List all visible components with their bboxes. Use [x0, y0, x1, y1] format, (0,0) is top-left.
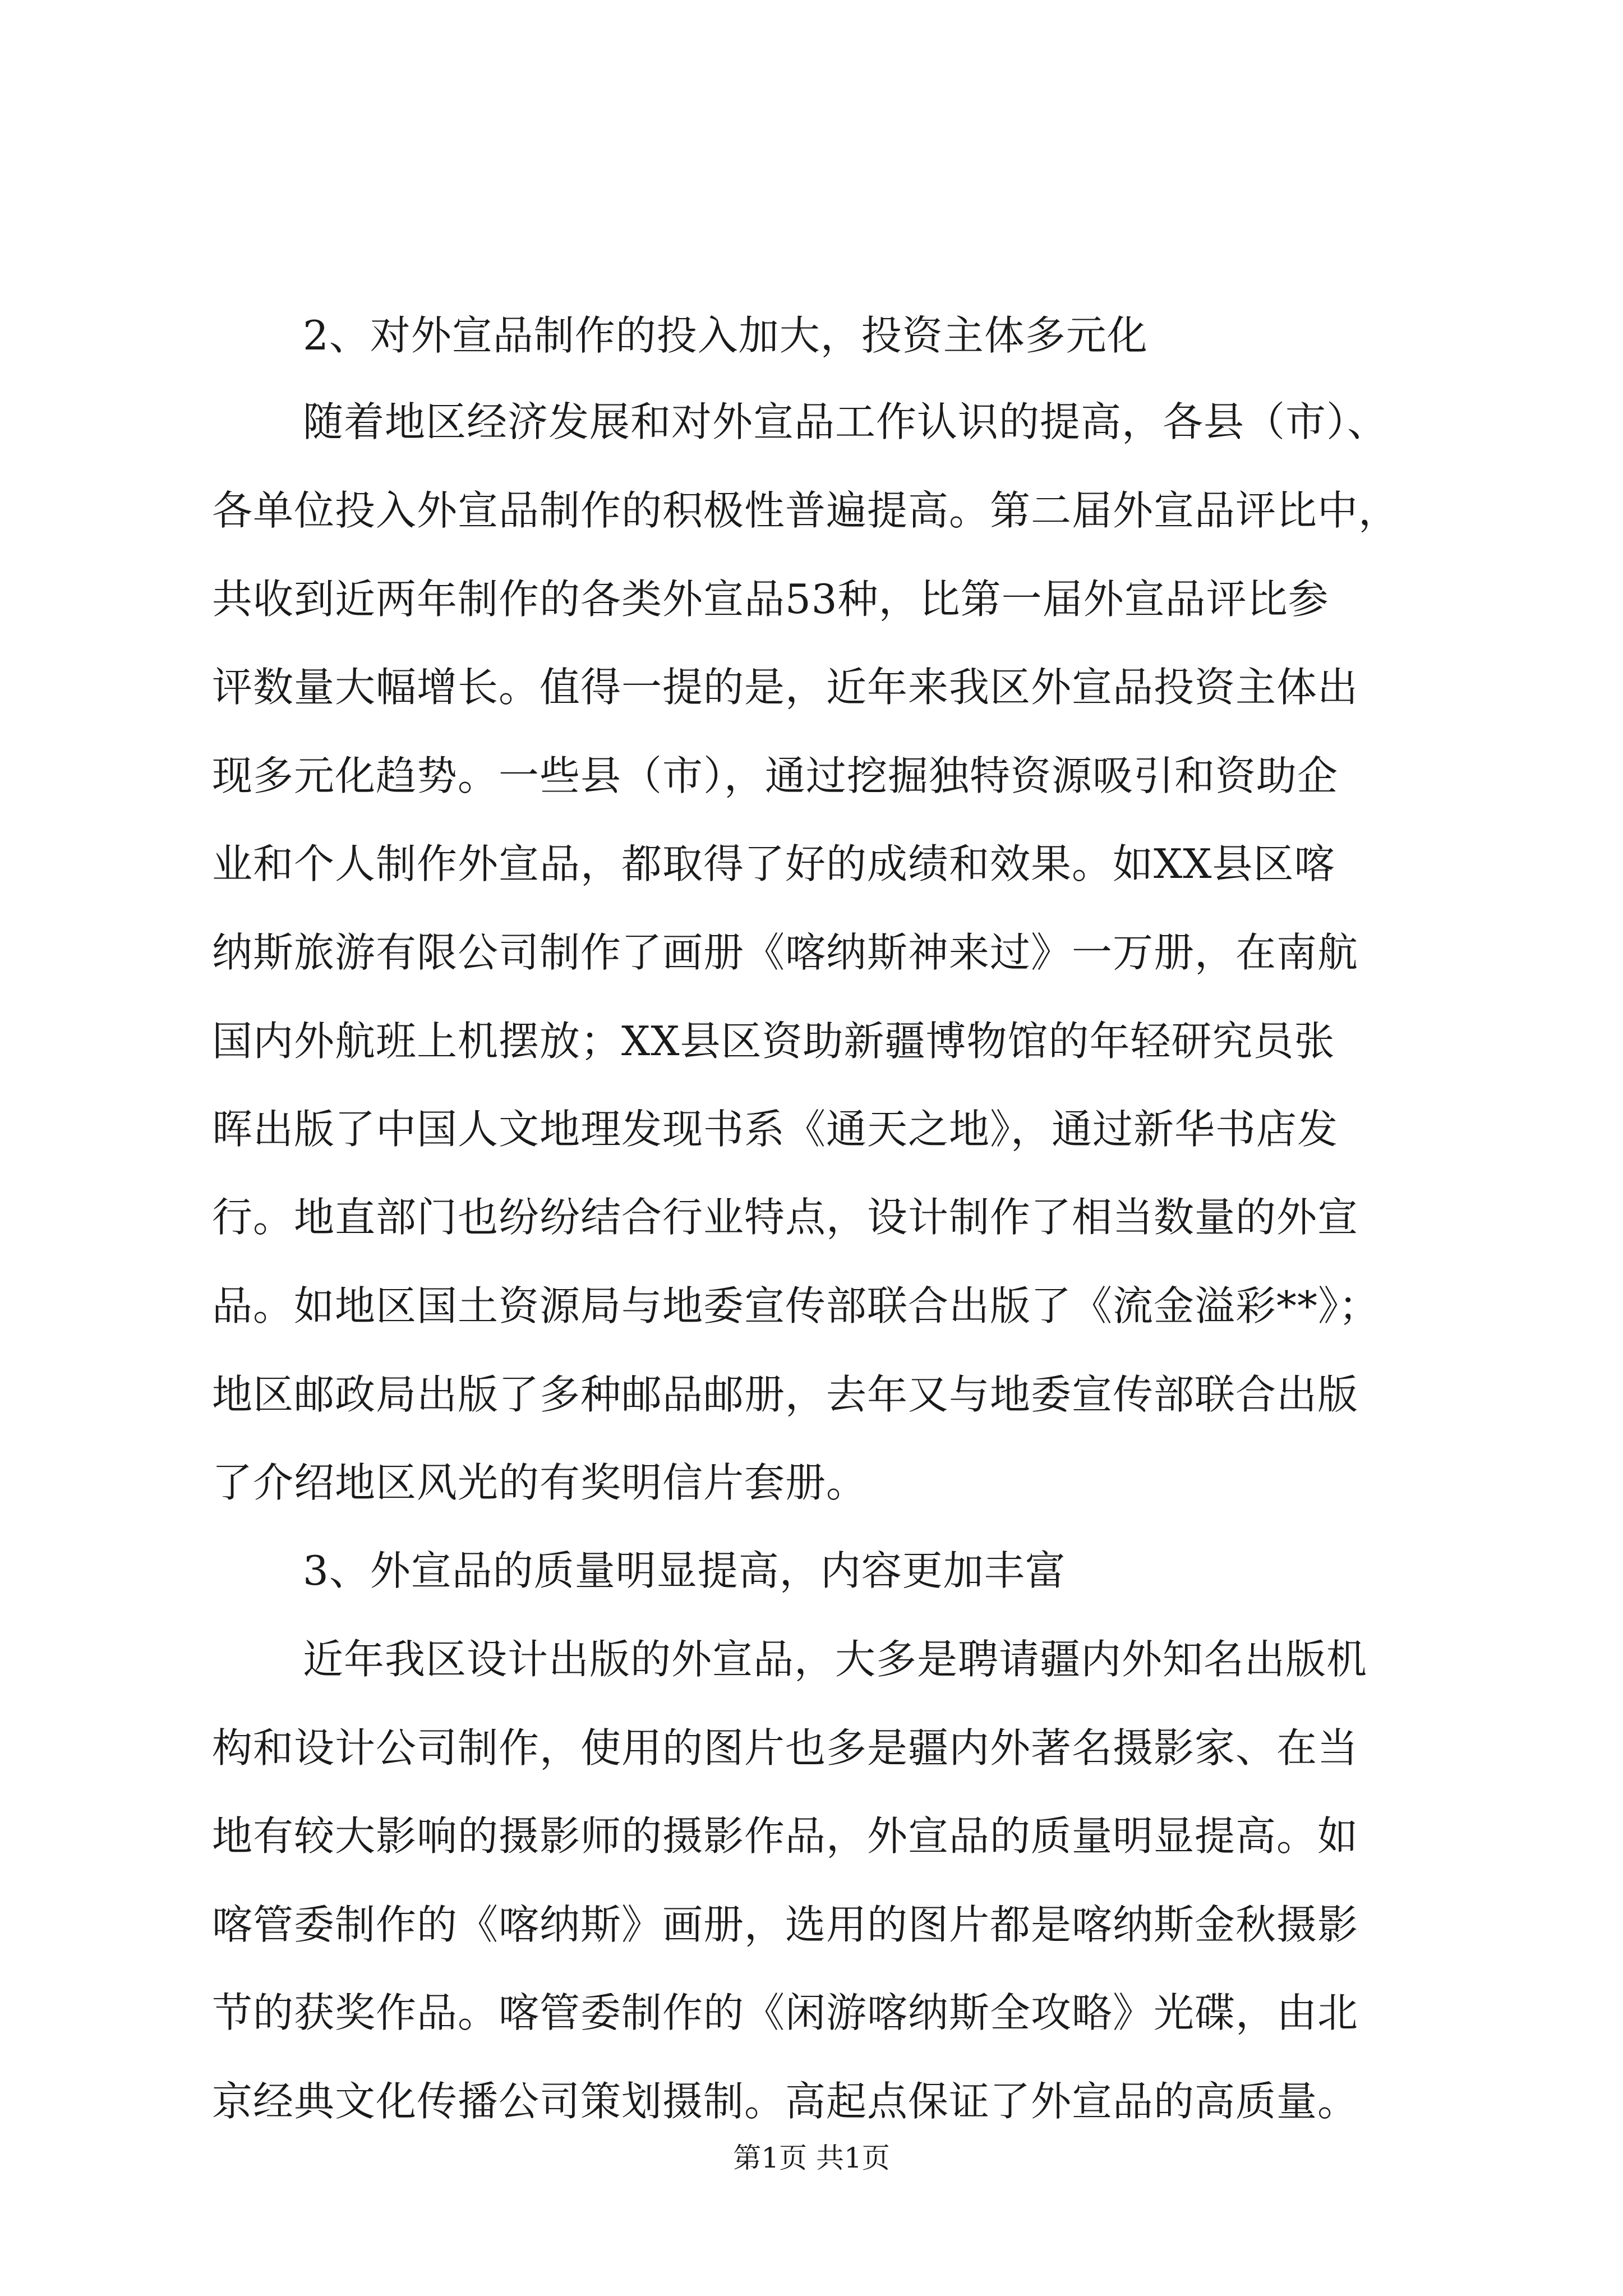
paragraph-line: 各单位投入外宣品制作的积极性普遍提高。第二届外宣品评比中，: [212, 487, 1400, 534]
paragraph-line: 喀管委制作的《喀纳斯》画册，选用的图片都是喀纳斯金秋摄影: [212, 1901, 1359, 1948]
paragraph-line: 地有较大影响的摄影师的摄影作品，外宣品的质量明显提高。如: [212, 1812, 1359, 1860]
paragraph-line: 了介绍地区风光的有奖明信片套册。: [212, 1459, 868, 1506]
paragraph-line: 行。地直部门也纷纷结合行业特点，设计制作了相当数量的外宣: [212, 1194, 1359, 1241]
paragraph-line: 晖出版了中国人文地理发现书系《通天之地》，通过新华书店发: [212, 1106, 1339, 1153]
section-heading-3: 3、外宣品的质量明显提高，内容更加丰富: [303, 1547, 1066, 1594]
paragraph-line: 业和个人制作外宣品，都取得了好的成绩和效果。如XX县区喀: [212, 840, 1335, 887]
section-heading-2: 2、对外宣品制作的投入加大，投资主体多元化: [303, 312, 1148, 359]
paragraph-line: 近年我区设计出版的外宣品，大多是聘请疆内外知名出版机: [303, 1636, 1368, 1683]
paragraph-line: 评数量大幅增长。值得一提的是，近年来我区外宣品投资主体出: [212, 664, 1359, 711]
paragraph-line: 节的获奖作品。喀管委制作的《闲游喀纳斯全攻略》光碟，由北: [212, 1989, 1359, 2036]
paragraph-line: 共收到近两年制作的各类外宣品53种，比第一届外宣品评比参: [212, 576, 1329, 623]
paragraph-line: 随着地区经济发展和对外宣品工作认识的提高，各县（市）、: [303, 398, 1389, 445]
paragraph-line: 国内外航班上机摆放；XX县区资助新疆博物馆的年轻研究员张: [212, 1018, 1335, 1065]
paragraph-line: 品。如地区国土资源局与地委宣传部联合出版了《流金溢彩**》；: [212, 1282, 1380, 1329]
paragraph-line: 京经典文化传播公司策划摄制。高起点保证了外宣品的高质量。: [212, 2078, 1359, 2125]
paragraph-line: 地区邮政局出版了多种邮品邮册，去年又与地委宣传部联合出版: [212, 1371, 1359, 1418]
page-footer: 第1页 共1页: [733, 2142, 890, 2174]
paragraph-line: 纳斯旅游有限公司制作了画册《喀纳斯神来过》一万册，在南航: [212, 929, 1359, 976]
paragraph-line: 现多元化趋势。一些县（市），通过挖掘独特资源吸引和资助企: [212, 752, 1339, 799]
paragraph-line: 构和设计公司制作，使用的图片也多是疆内外著名摄影家、在当: [212, 1724, 1359, 1772]
